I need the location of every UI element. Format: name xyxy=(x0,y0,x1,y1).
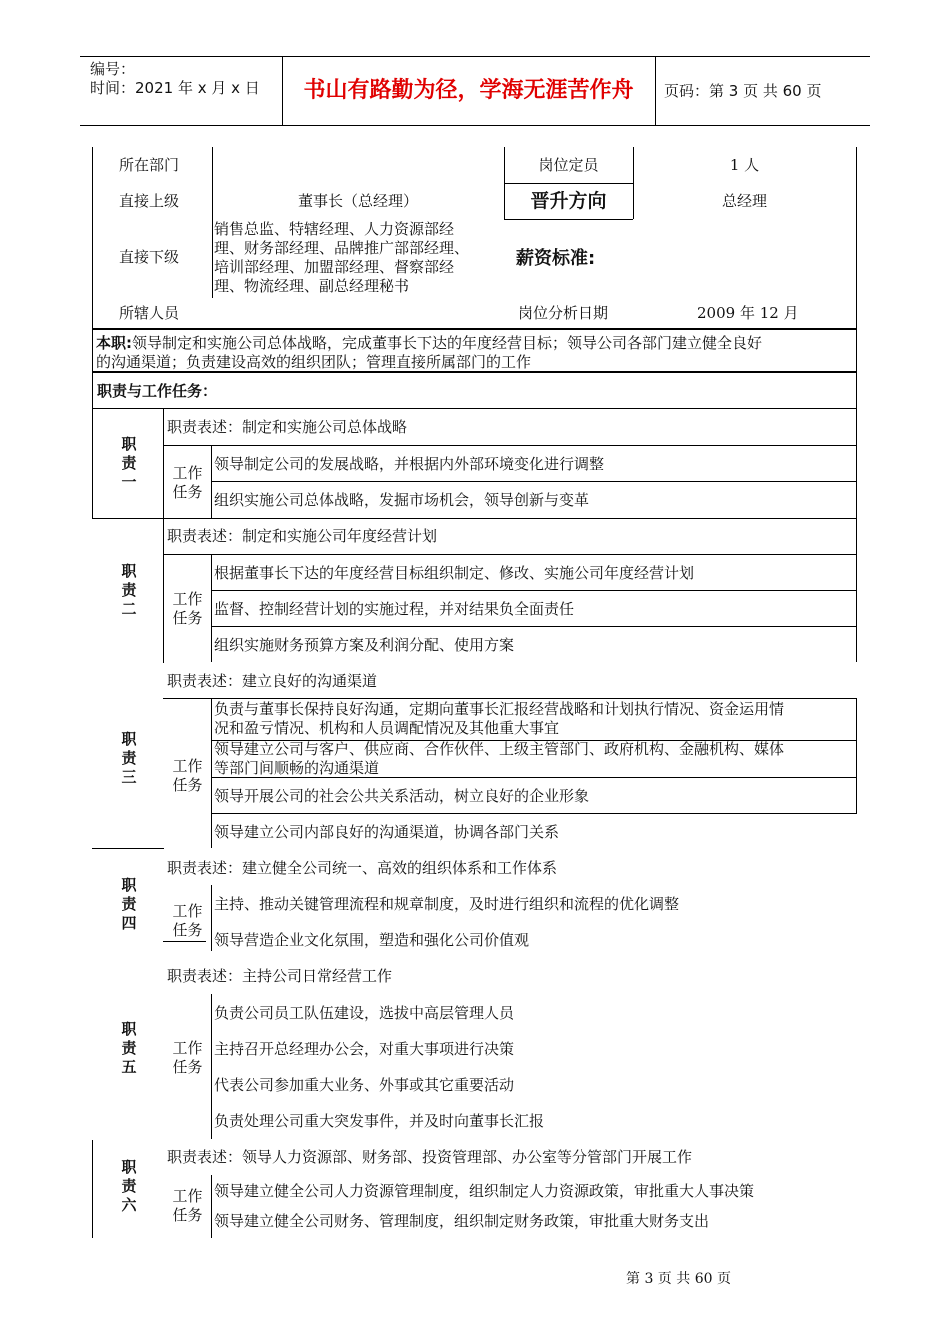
info-divider xyxy=(212,147,213,298)
duties-title: 职责与工作任务： xyxy=(97,382,218,400)
staff-label: 所辖人员 xyxy=(119,304,180,322)
document-code: 编号： xyxy=(90,60,136,78)
subordinate-line: 培训部经理、加盟部经理、督察部经 xyxy=(214,258,455,276)
duty-statement: 职责表述：主持公司日常经营工作 xyxy=(167,967,393,985)
info-rule xyxy=(504,219,633,220)
duties-border-right xyxy=(856,698,857,813)
task-label: 工作 任务 xyxy=(172,1039,203,1076)
task-divider xyxy=(211,1175,212,1238)
duty-separator xyxy=(92,518,857,519)
subordinate-line: 理、物流经理、副总经理秘书 xyxy=(214,277,410,295)
task-item: 领导营造企业文化氛围，塑造和强化公司价值观 xyxy=(214,931,530,949)
salary-label: 薪资标准: xyxy=(516,248,596,269)
task-divider xyxy=(211,698,212,848)
subordinate-line: 理、财务部经理、品牌推广部部经理、 xyxy=(214,239,470,257)
info-border-right xyxy=(856,147,857,328)
duty-name: 职 责 五 xyxy=(121,1020,137,1076)
task-label: 工作 任务 xyxy=(172,590,203,627)
quota-label: 岗位定员 xyxy=(538,156,599,174)
duty-statement: 职责表述：制定和实施公司总体战略 xyxy=(167,418,408,436)
info-border-left xyxy=(92,147,93,328)
document-time: 时间：2021 年 x 月 x 日 xyxy=(90,79,260,97)
duties-border-right xyxy=(856,553,857,662)
header-divider xyxy=(655,56,656,125)
duty-name: 职 责 四 xyxy=(121,876,137,932)
task-item: 等部门间顺畅的沟通渠道 xyxy=(214,759,380,777)
analysis-date-label: 岗位分析日期 xyxy=(518,304,609,322)
superior-value: 董事长（总经理） xyxy=(297,192,418,210)
duty-statement: 职责表述：建立健全公司统一、高效的组织体系和工作体系 xyxy=(167,859,558,877)
task-rule xyxy=(211,813,857,814)
task-label: 工作 任务 xyxy=(172,1187,203,1224)
task-item: 领导建立健全公司人力资源管理制度，组织制定人力资源政策，审批重大人事决策 xyxy=(214,1182,755,1200)
task-item: 组织实施公司总体战略，发掘市场机会，领导创新与变革 xyxy=(214,491,590,509)
statement-rule xyxy=(163,698,857,699)
page-indicator: 页码：第 3 页 共 60 页 xyxy=(664,82,822,100)
mission-line xyxy=(96,334,762,353)
promotion-value: 总经理 xyxy=(721,192,767,210)
duty-name: 职 责 三 xyxy=(121,730,137,786)
header-bottom-rule xyxy=(80,125,870,126)
task-item: 负责与董事长保持良好沟通，定期向董事长汇报经营战略和计划执行情况、资金运用情 xyxy=(214,700,785,718)
duty-name: 职 责 一 xyxy=(121,435,137,491)
mission-label: 本职: xyxy=(96,334,132,352)
analysis-date-value: 2009 年 12 月 xyxy=(697,304,799,322)
subordinate-line: 销售总监、特辖经理、人力资源部经 xyxy=(214,220,455,238)
task-item: 领导建立公司内部良好的沟通渠道，协调各部门关系 xyxy=(214,823,560,841)
task-item: 代表公司参加重大业务、外事或其它重要活动 xyxy=(214,1076,515,1094)
duty-statement: 职责表述：建立良好的沟通渠道 xyxy=(167,672,378,690)
subordinate-label: 直接下级 xyxy=(119,248,180,266)
task-item: 领导开展公司的社会公共关系活动，树立良好的企业形象 xyxy=(214,787,590,805)
task-item: 根据董事长下达的年度经营目标组织制定、修改、实施公司年度经营计划 xyxy=(214,564,695,582)
dept-label: 所在部门 xyxy=(119,156,180,174)
statement-rule xyxy=(163,554,857,555)
task-item: 领导建立健全公司财务、管理制度，组织制定财务政策，审批重大财务支出 xyxy=(214,1212,710,1230)
superior-label: 直接上级 xyxy=(119,192,180,210)
promotion-label: 晋升方向 xyxy=(530,190,607,212)
task-item: 况和盈亏情况、机构和人员调配情况及其他重大事宜 xyxy=(214,719,560,737)
task-label: 工作 任务 xyxy=(172,902,203,939)
statement-rule xyxy=(163,445,857,446)
task-rule xyxy=(211,481,857,482)
page-footer: 第 3 页 共 60 页 xyxy=(626,1271,731,1287)
header-top-rule xyxy=(80,56,870,57)
statement-rule xyxy=(163,941,206,942)
task-rule xyxy=(211,626,857,627)
task-divider xyxy=(211,885,212,951)
duty-statement: 职责表述：领导人力资源部、财务部、投资管理部、办公室等分管部门开展工作 xyxy=(167,1148,693,1166)
task-rule xyxy=(211,590,857,591)
task-label: 工作 任务 xyxy=(172,464,203,501)
mission-text: 领导制定和实施公司总体战略，完成董事长下达的年度经营目标；领导公司各部门建立健全良好 xyxy=(132,334,763,352)
motto: 书山有路勤为径，学海无涯苦作舟 xyxy=(303,78,634,103)
task-item: 领导建立公司与客户、供应商、合作伙伴、上级主管部门、政府机构、金融机构、媒体 xyxy=(214,740,785,758)
duty-statement: 职责表述：制定和实施公司年度经营计划 xyxy=(167,527,438,545)
duties-border-left xyxy=(92,1140,93,1238)
task-item: 负责公司员工队伍建设，选拔中高层管理人员 xyxy=(214,1004,515,1022)
task-item: 负责处理公司重大突发事件，并及时向董事长汇报 xyxy=(214,1112,545,1130)
task-item: 主持召开总经理办公会，对重大事项进行决策 xyxy=(214,1040,515,1058)
duty-name: 职 责 六 xyxy=(121,1158,137,1214)
task-item: 监督、控制经营计划的实施过程，并对结果负全面责任 xyxy=(214,600,575,618)
duties-border-left xyxy=(92,409,93,518)
task-divider xyxy=(211,554,212,662)
duty-name: 职 责 二 xyxy=(121,562,137,618)
task-label: 工作 任务 xyxy=(172,757,203,794)
info-rule xyxy=(504,183,633,184)
mission-text: 的沟通渠道；负责建设高效的组织团队；管理直接所属部门的工作 xyxy=(96,353,532,371)
task-item: 主持、推动关键管理流程和规章制度，及时进行组织和流程的优化调整 xyxy=(214,895,680,913)
task-divider xyxy=(211,994,212,1139)
duty-separator xyxy=(92,848,164,849)
task-item: 组织实施财务预算方案及利润分配、使用方案 xyxy=(214,636,515,654)
task-item: 领导制定公司的发展战略，并根据内外部环境变化进行调整 xyxy=(214,455,605,473)
quota-value: 1 人 xyxy=(729,156,760,174)
